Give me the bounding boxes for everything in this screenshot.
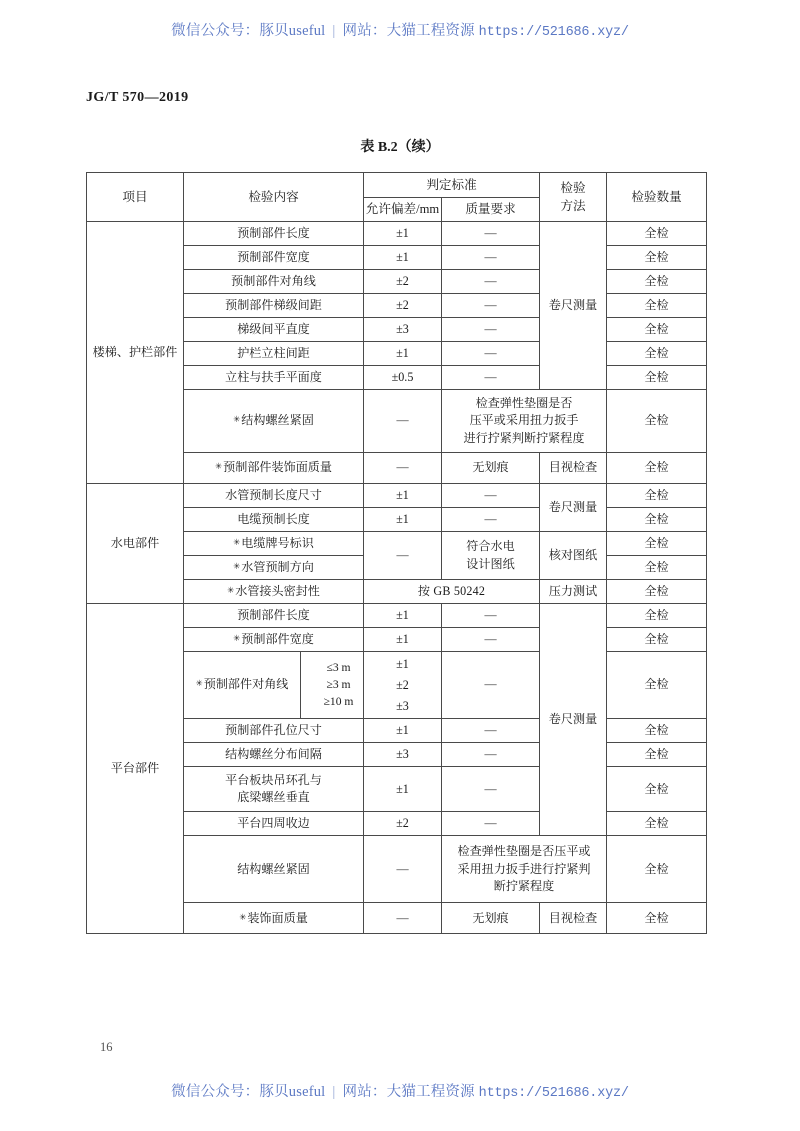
quantity-cell: 全检 xyxy=(607,453,707,484)
asterisk-marker: ✳ xyxy=(233,536,241,547)
quality-line-1: 符合水电 xyxy=(466,538,515,553)
quantity-cell: 全检 xyxy=(607,743,707,767)
content-label: 电缆牌号标识 xyxy=(241,535,314,550)
quality-cell: — xyxy=(442,318,540,342)
sub-range-labels xyxy=(301,652,364,719)
watermark-wechat-label: 微信公众号：豚贝useful xyxy=(171,1084,326,1100)
watermark-site-label: 网站：大猫工程资源 xyxy=(342,1084,475,1100)
quantity-cell: 全检 xyxy=(607,903,707,934)
tolerance-cell: — xyxy=(364,532,442,580)
table-row xyxy=(87,222,707,246)
quantity-cell: 全检 xyxy=(607,719,707,743)
quality-cell: 无划痕 xyxy=(442,453,540,484)
quantity-cell: 全检 xyxy=(607,604,707,628)
tolerance-cell: ±1 xyxy=(364,719,442,743)
content-cell xyxy=(184,390,364,453)
sub-range-label: ≥10 m xyxy=(323,694,354,708)
asterisk-marker: ✳ xyxy=(215,461,223,472)
tolerance-cell: 按 GB 50242 xyxy=(364,580,540,604)
tolerance-cell: ±2 xyxy=(364,270,442,294)
quantity-cell: 全检 xyxy=(607,390,707,453)
content-label: 结构螺丝紧固 xyxy=(241,413,314,428)
table-caption: 表 B.2（续） xyxy=(360,140,440,155)
header-tolerance: 允许偏差/mm xyxy=(364,198,442,222)
quantity-cell: 全检 xyxy=(607,484,707,508)
quantity-cell: 全检 xyxy=(607,222,707,246)
quantity-cell: 全检 xyxy=(607,532,707,556)
page-number: 16 xyxy=(100,1040,113,1054)
header-item: 项目 xyxy=(87,173,184,222)
content-cell: 预制部件长度 xyxy=(184,222,364,246)
quantity-cell: 全检 xyxy=(607,628,707,652)
content-cell: 预制部件长度 xyxy=(184,604,364,628)
quantity-cell: 全检 xyxy=(607,366,707,390)
tolerance-cell: ±3 xyxy=(364,743,442,767)
quality-cell: — xyxy=(442,484,540,508)
quality-cell: — xyxy=(442,743,540,767)
quality-line-1: 检查弹性垫圈是否压平或 xyxy=(457,844,591,859)
header-quantity: 检验数量 xyxy=(607,173,707,222)
content-label: 预制部件宽度 xyxy=(241,631,314,646)
sub-range-label: ≤3 m xyxy=(326,661,351,674)
quality-cell: — xyxy=(442,604,540,628)
tolerance-cell: — xyxy=(364,390,442,453)
quantity-cell: 全检 xyxy=(607,580,707,604)
method-cell: 卷尺测量 xyxy=(540,604,607,836)
table-row xyxy=(87,484,707,508)
content-cell: 预制部件孔位尺寸 xyxy=(184,719,364,743)
tolerance-cell: ±1 xyxy=(364,222,442,246)
section-name-stairs: 楼梯、护栏部件 xyxy=(87,222,184,484)
tolerance-cell: ±1 xyxy=(364,342,442,366)
quality-cell: — xyxy=(442,652,540,719)
tolerance-cell: ±0.5 xyxy=(364,366,442,390)
quality-line-2: 设计图纸 xyxy=(466,556,515,571)
method-cell: 目视检查 xyxy=(540,453,607,484)
content-cell xyxy=(184,628,364,652)
method-cell: 卷尺测量 xyxy=(540,484,607,532)
content-cell xyxy=(184,652,301,719)
method-cell: 核对图纸 xyxy=(540,532,607,580)
quality-cell xyxy=(442,836,607,903)
tolerance-cell: ±2 xyxy=(364,294,442,318)
header-method-line1: 检验 xyxy=(560,180,586,195)
section-name-platform: 平台部件 xyxy=(87,604,184,934)
content-cell: 水管预制长度尺寸 xyxy=(184,484,364,508)
section-name-plumbing-electrical: 水电部件 xyxy=(87,484,184,604)
sub-tolerance: ±2 xyxy=(396,677,409,692)
content-cell: 预制部件对角线 xyxy=(184,270,364,294)
quality-line-3: 进行拧紧判断拧紧程度 xyxy=(463,430,585,445)
watermark-top xyxy=(0,19,800,40)
method-cell: 目视检查 xyxy=(540,903,607,934)
content-cell: 护栏立柱间距 xyxy=(184,342,364,366)
quantity-cell: 全检 xyxy=(607,508,707,532)
quality-line-1: 检查弹性垫圈是否 xyxy=(475,395,573,410)
tolerance-cell: ±1 xyxy=(364,484,442,508)
watermark-url: https://521686.xyz/ xyxy=(478,25,629,40)
asterisk-marker: ✳ xyxy=(233,560,241,571)
content-cell xyxy=(184,903,364,934)
quality-cell: — xyxy=(442,767,540,812)
content-label: 水管预制方向 xyxy=(241,559,314,574)
content-cell: 梯级间平直度 xyxy=(184,318,364,342)
quality-cell: — xyxy=(442,246,540,270)
tolerance-cell: ±3 xyxy=(364,318,442,342)
content-line-1: 平台板块吊环孔与 xyxy=(225,772,322,787)
table-header-row-1 xyxy=(87,173,707,198)
quantity-cell: 全检 xyxy=(607,294,707,318)
tolerance-cell xyxy=(364,652,442,719)
tolerance-cell: ±1 xyxy=(364,508,442,532)
content-cell: 预制部件梯级间距 xyxy=(184,294,364,318)
asterisk-marker: ✳ xyxy=(233,632,241,643)
quality-cell xyxy=(442,390,607,453)
watermark-url: https://521686.xyz/ xyxy=(478,1086,629,1101)
tolerance-cell: ±1 xyxy=(364,246,442,270)
watermark-separator: | xyxy=(332,1084,336,1100)
quality-line-2: 压平或采用扭力扳手 xyxy=(469,413,579,428)
header-method xyxy=(540,173,607,222)
method-cell: 卷尺测量 xyxy=(540,222,607,390)
quantity-cell: 全检 xyxy=(607,270,707,294)
standard-code: JG/T 570—2019 xyxy=(86,90,189,105)
table-row xyxy=(87,604,707,628)
tolerance-cell: — xyxy=(364,453,442,484)
content-cell: 预制部件宽度 xyxy=(184,246,364,270)
header-method-line2: 方法 xyxy=(560,199,586,213)
sub-tolerance: ±3 xyxy=(396,698,409,713)
asterisk-marker: ✳ xyxy=(195,678,203,689)
quantity-cell: 全检 xyxy=(607,812,707,836)
header-criteria-group: 判定标准 xyxy=(364,173,540,198)
watermark-bottom xyxy=(0,1080,800,1101)
content-cell xyxy=(184,767,364,812)
tolerance-cell: ±1 xyxy=(364,767,442,812)
quality-cell: — xyxy=(442,342,540,366)
inspection-table-wrapper xyxy=(86,172,706,934)
tolerance-cell: ±1 xyxy=(364,628,442,652)
sub-range-label: ≥3 m xyxy=(326,677,351,691)
watermark-wechat-label: 微信公众号：豚贝useful xyxy=(171,23,326,39)
quality-cell: 无划痕 xyxy=(442,903,540,934)
asterisk-marker: ✳ xyxy=(227,584,235,595)
quantity-cell: 全检 xyxy=(607,556,707,580)
asterisk-marker: ✳ xyxy=(233,414,241,425)
header-quality: 质量要求 xyxy=(442,198,540,222)
content-cell: 平台四周收边 xyxy=(184,812,364,836)
quality-cell: — xyxy=(442,294,540,318)
asterisk-marker: ✳ xyxy=(239,911,247,922)
tolerance-cell: — xyxy=(364,903,442,934)
quality-line-3: 断拧紧程度 xyxy=(493,879,555,894)
content-cell xyxy=(184,453,364,484)
sub-tolerance: ±1 xyxy=(396,657,409,671)
quantity-cell: 全检 xyxy=(607,342,707,366)
content-cell: 结构螺丝紧固 xyxy=(184,836,364,903)
quantity-cell: 全检 xyxy=(607,246,707,270)
content-label: 装饰面质量 xyxy=(247,910,308,925)
content-label: 预制部件对角线 xyxy=(203,677,289,692)
quantity-cell: 全检 xyxy=(607,652,707,719)
content-label: 水管接头密封性 xyxy=(235,583,320,598)
quantity-cell: 全检 xyxy=(607,767,707,812)
inspection-table xyxy=(86,172,707,934)
tolerance-cell: — xyxy=(364,836,442,903)
quality-cell: — xyxy=(442,222,540,246)
quality-cell: — xyxy=(442,366,540,390)
tolerance-cell: ±1 xyxy=(364,604,442,628)
quantity-cell: 全检 xyxy=(607,318,707,342)
content-cell xyxy=(184,532,364,556)
content-cell: 电缆预制长度 xyxy=(184,508,364,532)
watermark-separator: | xyxy=(332,23,336,39)
content-cell xyxy=(184,556,364,580)
content-cell: 立柱与扶手平面度 xyxy=(184,366,364,390)
method-cell: 压力测试 xyxy=(540,580,607,604)
quality-cell: — xyxy=(442,719,540,743)
quantity-cell: 全检 xyxy=(607,836,707,903)
quality-cell: — xyxy=(442,628,540,652)
quality-cell xyxy=(442,532,540,580)
quality-line-2: 采用扭力扳手进行拧紧判 xyxy=(457,861,591,876)
content-label: 预制部件装饰面质量 xyxy=(223,460,332,475)
header-content: 检验内容 xyxy=(184,173,364,222)
watermark-site-label: 网站：大猫工程资源 xyxy=(342,23,475,39)
content-cell: 结构螺丝分布间隔 xyxy=(184,743,364,767)
tolerance-cell: ±2 xyxy=(364,812,442,836)
content-line-2: 底梁螺丝垂直 xyxy=(237,790,310,805)
quality-cell: — xyxy=(442,812,540,836)
quality-cell: — xyxy=(442,508,540,532)
quality-cell: — xyxy=(442,270,540,294)
content-cell xyxy=(184,580,364,604)
